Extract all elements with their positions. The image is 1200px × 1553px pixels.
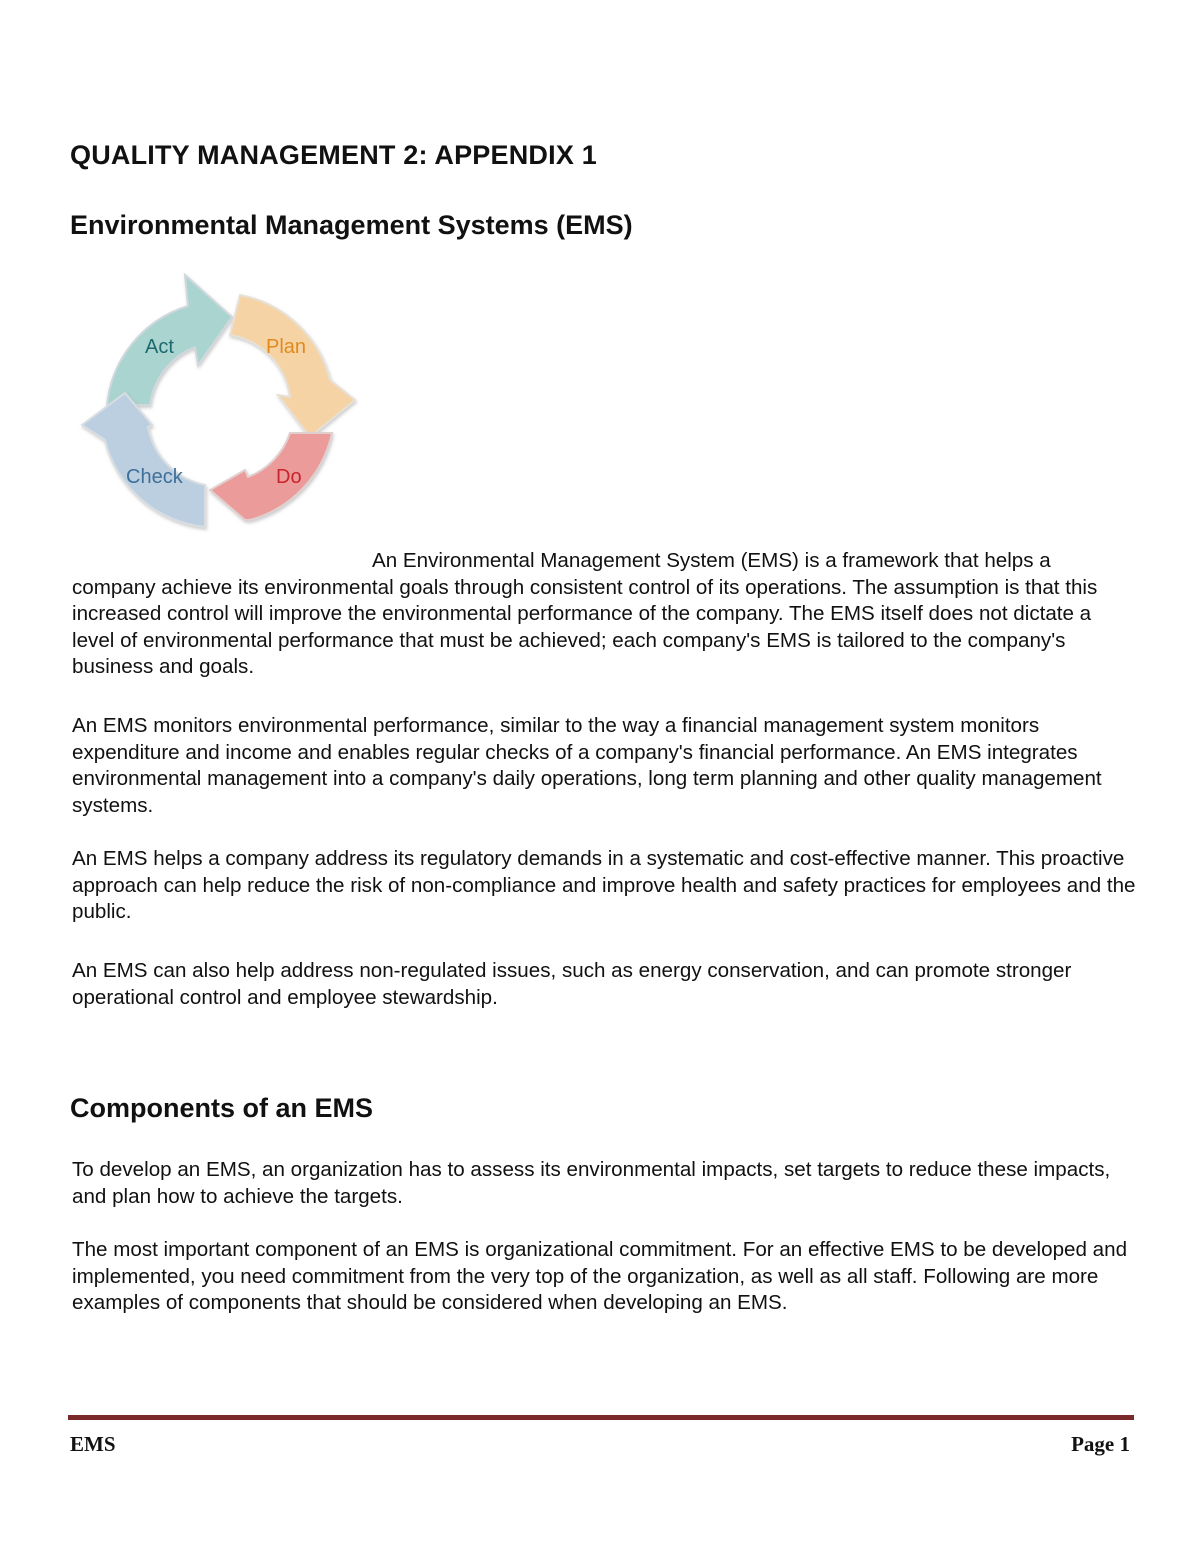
document-subtitle: Environmental Management Systems (EMS)	[70, 210, 633, 240]
pdca-cycle-diagram	[70, 265, 370, 560]
paragraph-monitoring: An EMS monitors environmental performance, similar to the way a financial management system monitors expenditure and income and enables regular checks of a company's financial performance. An EMS integrates environmental management into a company's daily operations, long term planning and other quality management systems.	[72, 714, 1102, 817]
do-segment	[210, 433, 332, 520]
paragraph-components-commitment: The most important component of an EMS is organizational commitment. For an effective EMS to be developed and implemented, you need commitment from the very top of the organization, as well as all staff. Following are more examples of components that should be considered when developing an EMS.	[72, 1238, 1128, 1315]
footer-page-number: Page 1	[1071, 1432, 1130, 1456]
paragraph-intro: An Environmental Management System (EMS) is a framework that helps a company achieve its environmental goals through consistent control of its operations. The assumption is that this increased control will improve the environmental performance of the company. The EMS itself does not dictate a level of environmental performance that must be achieved; each company's EMS is tailored to the company's business and goals.	[72, 549, 1098, 679]
check-label: Check	[126, 466, 183, 488]
paragraph-non-regulated: An EMS can also help address non-regulated issues, such as energy conservation, and can promote stronger operational control and employee stewardship.	[72, 959, 1072, 1009]
plan-segment	[230, 295, 355, 437]
components-heading: Components of an EMS	[70, 1093, 373, 1123]
paragraph-regulatory: An EMS helps a company address its regulatory demands in a systematic and cost-effective manner. This proactive approach can help reduce the risk of non-compliance and improve health and safety practices for employees and the public.	[72, 847, 1136, 924]
footer-document-label: EMS	[70, 1432, 116, 1456]
check-segment	[82, 393, 205, 527]
paragraph-components-develop: To develop an EMS, an organization has to assess its environmental impacts, set targets to reduce these impacts, and plan how to achieve the targets.	[72, 1158, 1111, 1208]
plan-label: Plan	[266, 336, 307, 358]
act-label: Act	[145, 336, 174, 358]
document-title: QUALITY MANAGEMENT 2: APPENDIX 1	[70, 140, 597, 170]
do-label: Do	[276, 466, 302, 488]
footer-divider	[68, 1415, 1134, 1420]
